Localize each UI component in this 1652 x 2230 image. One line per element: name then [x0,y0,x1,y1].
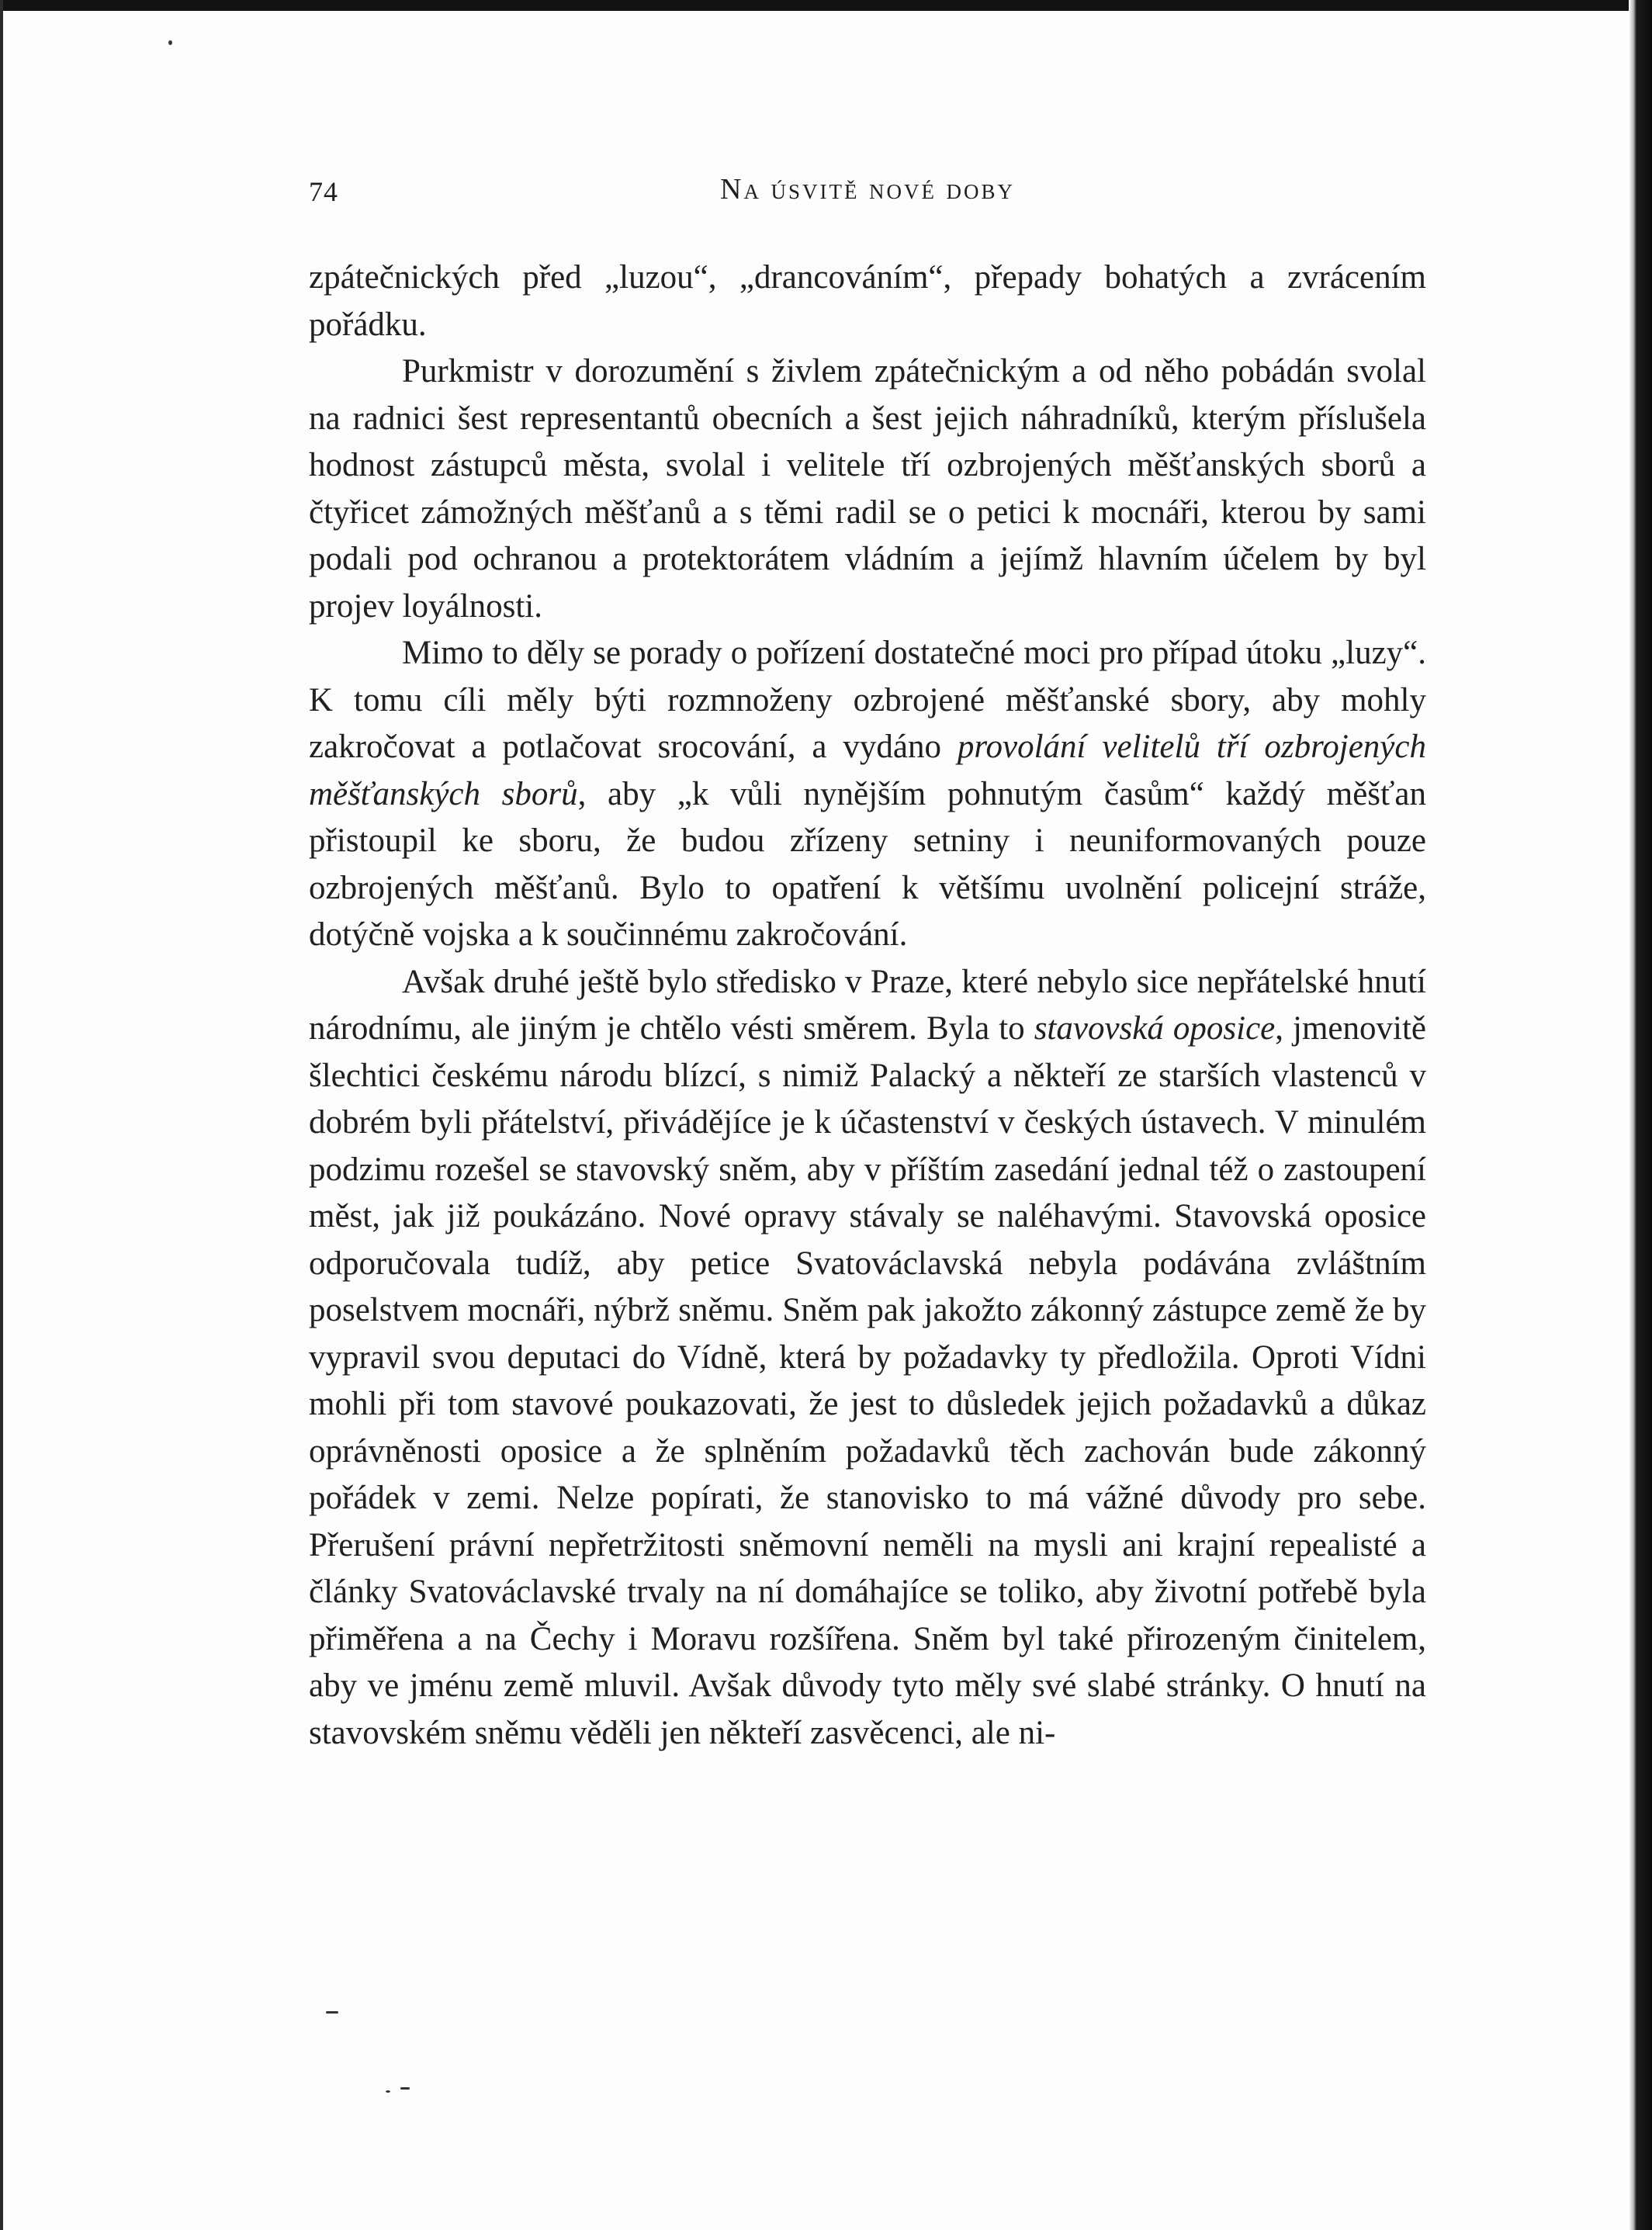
text-run: Mimo to děly se porady o pořízení dostatečné moci pro případ útoku „luzy“. K tomu cíli měly býti rozmnoženy ozbrojené měšťanské sbory, aby mohly zakročovat a potlačovat srocování, a vydáno [309,635,1426,765]
paragraph-1 [309,348,1426,630]
emphasized-phrase: stavovská oposice [1034,1010,1276,1047]
scan-speck [400,2087,410,2090]
page-header [309,172,1426,219]
text-run: Purkmistr v dorozumění s živlem zpátečnickým a od něho pobádán svolal na radnici šest representantů obecních a šest jejich náhradníků, kterým příslušela hodnost zástupců města, svolal i velitele tří ozbrojených měšťanských sborů a čtyřicet zámožných měšťanů a s těmi radil se o petici k mocnáři, kterou by sami podali pod ochranou a protektorátem vládním a jejímž hlavním účelem by byl projev loyálnosti. [309,353,1426,625]
text-run: , jmenovitě šlechtici českému národu blízcí, s nimiž Palacký a někteří ze starších vlastenců v dobrém byli přátelství, přivádějíce je k účastenství v českých ústavech. V minulém podzimu rozešel se stavovský sněm, aby v příštím zasedání jednal též o zastoupení měst, jak již poukázáno. Nové opravy stávaly se naléhavými. Stavovská oposice odporučovala tudíž, aby petice Svatováclavská nebyla podávána zvláštním poselstvem mocnáři, nýbrž sněmu. Sněm pak jakožto zákonný zástupce země že by vypravil svou deputaci do Vídně, která by požadavky ty předložila. Oproti Vídni mohli při tom stavové poukazovati, že jest to důsledek jejich požadavků a důkaz oprávněnosti oposice a že splněním požadavků těch zachován bude zákonný pořádek v zemi. Nelze popírati, že stanovisko to má vážné důvody pro sebe. Přerušení právní nepřetržitosti sněmovní neměli na mysli ani krajní repealisté a články Svatováclavské trvaly na ní domáhajíce se toliko, aby životní potřebě byla přiměřena a na Čechy i Moravu rozšířena. Sněm byl také přirozeným činitelem, aby ve jménu země mluvil. Avšak důvody tyto měly své slabé stránky. O hnutí na stavovském sněmu věděli jen někteří zasvěcenci, ale ni- [309,1010,1426,1751]
emphasized-phrase: provolání velitelů tří ozbrojených měšťanských sborů [309,729,1426,812]
scan-border-right [1629,0,1652,2230]
scan-speck [326,2011,338,2014]
scan-speck [386,2090,390,2093]
paragraph-0 [309,255,1426,348]
paragraph-2 [309,630,1426,959]
scan-border-top [0,0,1652,11]
text-run: Avšak druhé ještě bylo středisko v Praze, které nebylo sice nepřátelské hnutí národnímu, ale jiným je chtělo vésti směrem. Byla to [309,963,1426,1047]
page-number: 74 [309,176,338,207]
text-run: , aby „k vůli nynějším pohnutým časům“ každý měšťan přistoupil ke sboru, že budou zřízeny setniny i neuniformovaných pouze ozbrojených měšťanů. Bylo to opatření k většímu uvolnění policejní stráže, dotýčně vojska a k součinnému zakročování. [309,775,1426,953]
body-text [309,255,1426,1757]
running-title: Na úsvitě nové doby [720,173,1015,206]
paragraph-3 [309,959,1426,1757]
scan-speck [168,40,172,45]
text-run: zpátečnických před „luzou“, „drancováním“, přepady bohatých a zvrácením pořádku. [309,259,1426,343]
scan-border-left [0,0,3,2230]
